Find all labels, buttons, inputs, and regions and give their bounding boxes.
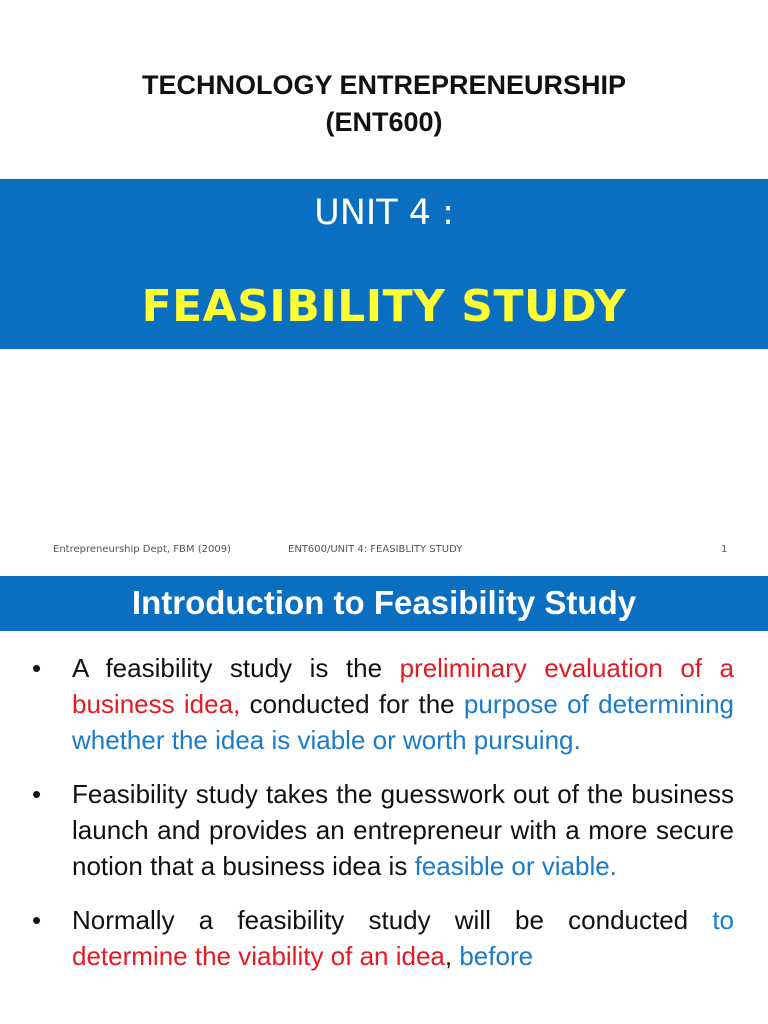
footer-department: Entrepreneurship Dept, FBM (2009) bbox=[53, 544, 231, 555]
bullet-list bbox=[32, 650, 734, 992]
unit-label: UNIT 4 : bbox=[314, 193, 454, 233]
unit-banner bbox=[0, 179, 768, 349]
bullet-item bbox=[32, 650, 734, 758]
highlight-text: determine the viability of an idea bbox=[72, 941, 445, 971]
bullet-text: Feasibility study takes the guesswork out of the business launch and provides an entrepreneur with a more secure notion that a business idea is bbox=[72, 779, 734, 881]
bullet-text: A feasibility study is the bbox=[72, 653, 400, 683]
bullet-marker: • bbox=[32, 905, 42, 935]
bullet-item bbox=[32, 776, 734, 884]
highlight-text: before bbox=[459, 941, 534, 971]
intro-title: Introduction to Feasibility Study bbox=[131, 584, 637, 621]
bullet-text: conducted for the bbox=[240, 689, 464, 719]
bullet-text: Normally a feasibility study will be conducted bbox=[72, 905, 713, 935]
course-title-line1: TECHNOLOGY ENTREPRENEURSHIP bbox=[141, 70, 627, 100]
footer-page-number: 1 bbox=[721, 544, 728, 555]
footer-unit: ENT600/UNIT 4: FEASIBLITY STUDY bbox=[288, 544, 463, 555]
intro-title-banner bbox=[0, 576, 768, 631]
highlight-text: to bbox=[712, 905, 734, 935]
highlight-text: preliminary evaluation of a business idea, bbox=[72, 653, 734, 719]
course-code: (ENT600) bbox=[325, 107, 443, 137]
highlight-text: feasible or viable. bbox=[414, 851, 617, 881]
highlight-text: purpose of determining whether the idea is viable or worth pursuing. bbox=[72, 689, 734, 755]
unit-topic: FEASIBILITY STUDY bbox=[141, 281, 627, 332]
bullet-marker: • bbox=[32, 653, 42, 683]
bullet-marker: • bbox=[32, 779, 42, 809]
bullet-item: • Normally a feasibility study will be conducted to determine the viability of an idea, before bbox=[32, 902, 734, 974]
